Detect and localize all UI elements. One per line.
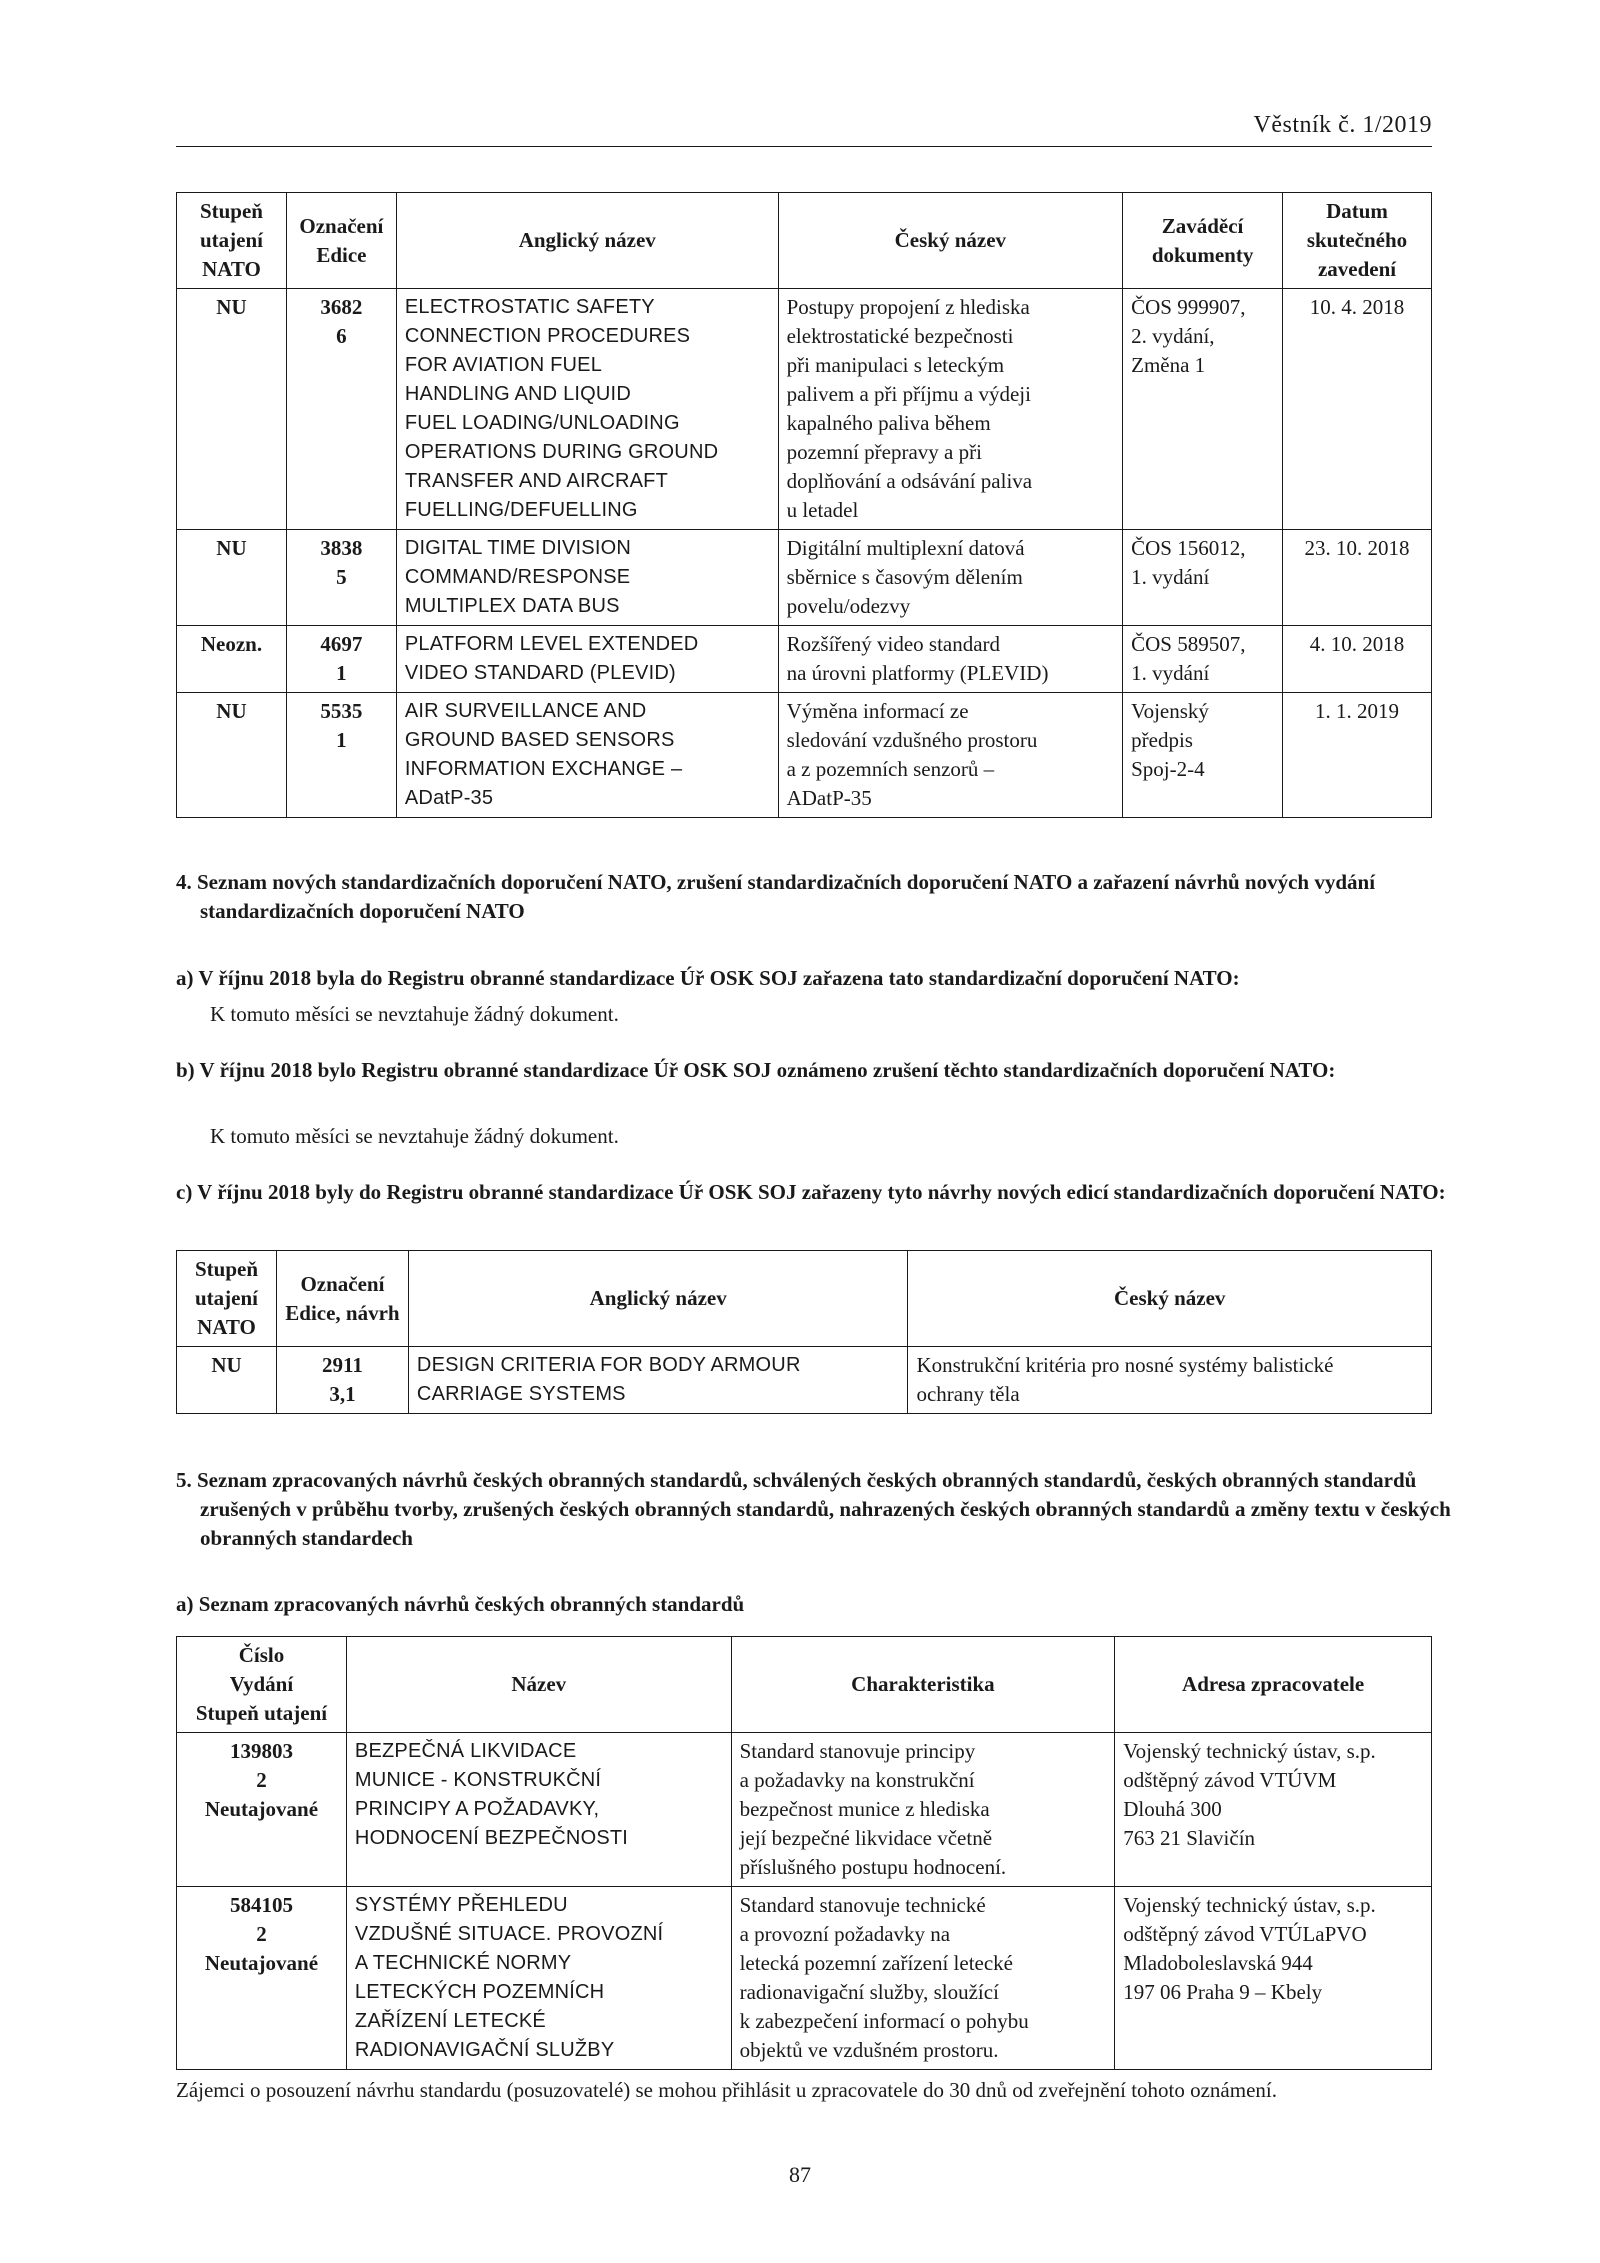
cell-number: 139803 2 Neutajované [177,1733,347,1887]
czech-standards-drafts-table [176,1636,1432,2070]
table-row [177,1887,1432,2070]
cell-documents: ČOS 589507, 1. vydání [1123,626,1283,693]
col-header-english-name: Anglický název [396,193,778,289]
cell-edition: 3682 6 [286,289,396,530]
cell-date: 4. 10. 2018 [1283,626,1432,693]
col-header-edition: Označení Edice [286,193,396,289]
cell-date: 23. 10. 2018 [1283,530,1432,626]
col-header-czech-name: Český název [778,193,1123,289]
nato-standards-table [176,192,1432,818]
section-4c-heading: c) V říjnu 2018 byly do Registru obranné standardizace Úř OSK SOJ zařazeny tyto návrhy nových edicí standardizačních doporučení NATO: [176,1180,1446,1204]
col-header-classification: Stupeň utajení NATO [177,1251,277,1347]
cell-classification: NU [177,693,287,818]
table-row [177,626,1432,693]
cell-address: Vojenský technický ústav, s.p. odštěpný závod VTÚLaPVO Mladoboleslavská 944 197 06 Praha 9 – Kbely [1115,1887,1432,2070]
col-header-edition-draft: Označení Edice, návrh [276,1251,408,1347]
cell-edition-draft: 2911 3,1 [276,1347,408,1414]
page-number: 87 [789,2162,811,2187]
section-4a-note: K tomuto měsíci se nevztahuje žádný dokument. [210,1002,619,1026]
col-header-documents: Zaváděcí dokumenty [1123,193,1283,289]
cell-edition: 5535 1 [286,693,396,818]
table-row [177,1733,1432,1887]
table-row [177,289,1432,530]
bulletin-title: Věstník č. 1/2019 [1253,112,1432,138]
table-row [177,530,1432,626]
col-header-czech-name: Český název [908,1251,1432,1347]
cell-czech-name: Digitální multiplexní datová sběrnice s časovým dělením povelu/odezvy [778,530,1123,626]
cell-czech-name: Výměna informací ze sledování vzdušného prostoru a z pozemních senzorů – ADatP-35 [778,693,1123,818]
col-header-date: Datum skutečného zavedení [1283,193,1432,289]
table-header-row [177,1251,1432,1347]
cell-czech-name: Konstrukční kritéria pro nosné systémy balistické ochrany těla [908,1347,1432,1414]
cell-characteristics: Standard stanovuje principy a požadavky na konstrukční bezpečnost munice z hlediska její bezpečné likvidace včetně příslušného postupu hodnocení. [731,1733,1115,1887]
cell-english-name: PLATFORM LEVEL EXTENDED VIDEO STANDARD (PLEVID) [396,626,778,693]
table-header-row [177,1637,1432,1733]
section-5-heading: 5. Seznam zpracovaných návrhů českých obranných standardů, schválených českých obranných standardů, českých obranných standardů zrušených v průběhu tvorby, zrušených českých obranných standardů, nahrazených českých obranných standardů a změny textu v českých obranných standardech [176,1468,1451,1550]
nato-draft-table [176,1250,1432,1414]
section-5a-heading: a) Seznam zpracovaných návrhů českých obranných standardů [176,1592,745,1616]
col-header-classification: Stupeň utajení NATO [177,193,287,289]
cell-english-name: DESIGN CRITERIA FOR BODY ARMOUR CARRIAGE SYSTEMS [408,1347,908,1414]
cell-english-name: AIR SURVEILLANCE AND GROUND BASED SENSORS INFORMATION EXCHANGE – ADatP-35 [396,693,778,818]
cell-documents: ČOS 156012, 1. vydání [1123,530,1283,626]
section-4-heading: 4. Seznam nových standardizačních doporučení NATO, zrušení standardizačních doporučení NATO a zařazení návrhů nových vydání standardizačních doporučení NATO [176,870,1376,923]
closing-note: Zájemci o posouzení návrhu standardu (posuzovatelé) se mohou přihlásit u zpracovatele do 30 dnů od zveřejnění tohoto oznámení. [176,2078,1277,2102]
cell-classification: NU [177,1347,277,1414]
cell-characteristics: Standard stanovuje technické a provozní požadavky na letecká pozemní zařízení letecké radionavigační služby, sloužící k zabezpečení informací o pohybu objektů ve vzdušném prostoru. [731,1887,1115,2070]
cell-documents: ČOS 999907, 2. vydání, Změna 1 [1123,289,1283,530]
col-header-name: Název [346,1637,731,1733]
cell-english-name: DIGITAL TIME DIVISION COMMAND/RESPONSE MULTIPLEX DATA BUS [396,530,778,626]
section-4b-note: K tomuto měsíci se nevztahuje žádný dokument. [210,1124,619,1148]
cell-classification: NU [177,530,287,626]
col-header-address: Adresa zpracovatele [1115,1637,1432,1733]
cell-date: 10. 4. 2018 [1283,289,1432,530]
cell-english-name: ELECTROSTATIC SAFETY CONNECTION PROCEDURES FOR AVIATION FUEL HANDLING AND LIQUID FUEL LOADING/UNLOADING OPERATIONS DURING GROUND TRANSFER AND AIRCRAFT FUELLING/DEFUELLING [396,289,778,530]
table-header-row [177,193,1432,289]
cell-name: BEZPEČNÁ LIKVIDACE MUNICE - KONSTRUKČNÍ PRINCIPY A POŽADAVKY, HODNOCENÍ BEZPEČNOSTI [346,1733,731,1887]
cell-classification: NU [177,289,287,530]
col-header-number: Číslo Vydání Stupeň utajení [177,1637,347,1733]
cell-czech-name: Postupy propojení z hlediska elektrostatické bezpečnosti při manipulaci s leteckým palivem a při příjmu a výdeji kapalného paliva během pozemní přepravy a při doplňování a odsávání paliva u letadel [778,289,1123,530]
table-row [177,693,1432,818]
cell-classification: Neozn. [177,626,287,693]
cell-name: SYSTÉMY PŘEHLEDU VZDUŠNÉ SITUACE. PROVOZNÍ A TECHNICKÉ NORMY LETECKÝCH POZEMNÍCH ZAŘÍZENÍ LETECKÉ RADIONAVIGAČNÍ SLUŽBY [346,1887,731,2070]
cell-date: 1. 1. 2019 [1283,693,1432,818]
section-4a-heading: a) V říjnu 2018 byla do Registru obranné standardizace Úř OSK SOJ zařazena tato standardizační doporučení NATO: [176,966,1240,990]
cell-address: Vojenský technický ústav, s.p. odštěpný závod VTÚVM Dlouhá 300 763 21 Slavičín [1115,1733,1432,1887]
col-header-characteristics: Charakteristika [731,1637,1115,1733]
col-header-english-name: Anglický název [408,1251,908,1347]
cell-edition: 3838 5 [286,530,396,626]
table-row [177,1347,1432,1414]
cell-documents: Vojenský předpis Spoj-2-4 [1123,693,1283,818]
page-header [176,112,1432,147]
cell-czech-name: Rozšířený video standard na úrovni platformy (PLEVID) [778,626,1123,693]
cell-edition: 4697 1 [286,626,396,693]
section-4b-heading: b) V říjnu 2018 bylo Registru obranné standardizace Úř OSK SOJ oznámeno zrušení těchto standardizačních doporučení NATO: [176,1058,1336,1082]
cell-number: 584105 2 Neutajované [177,1887,347,2070]
